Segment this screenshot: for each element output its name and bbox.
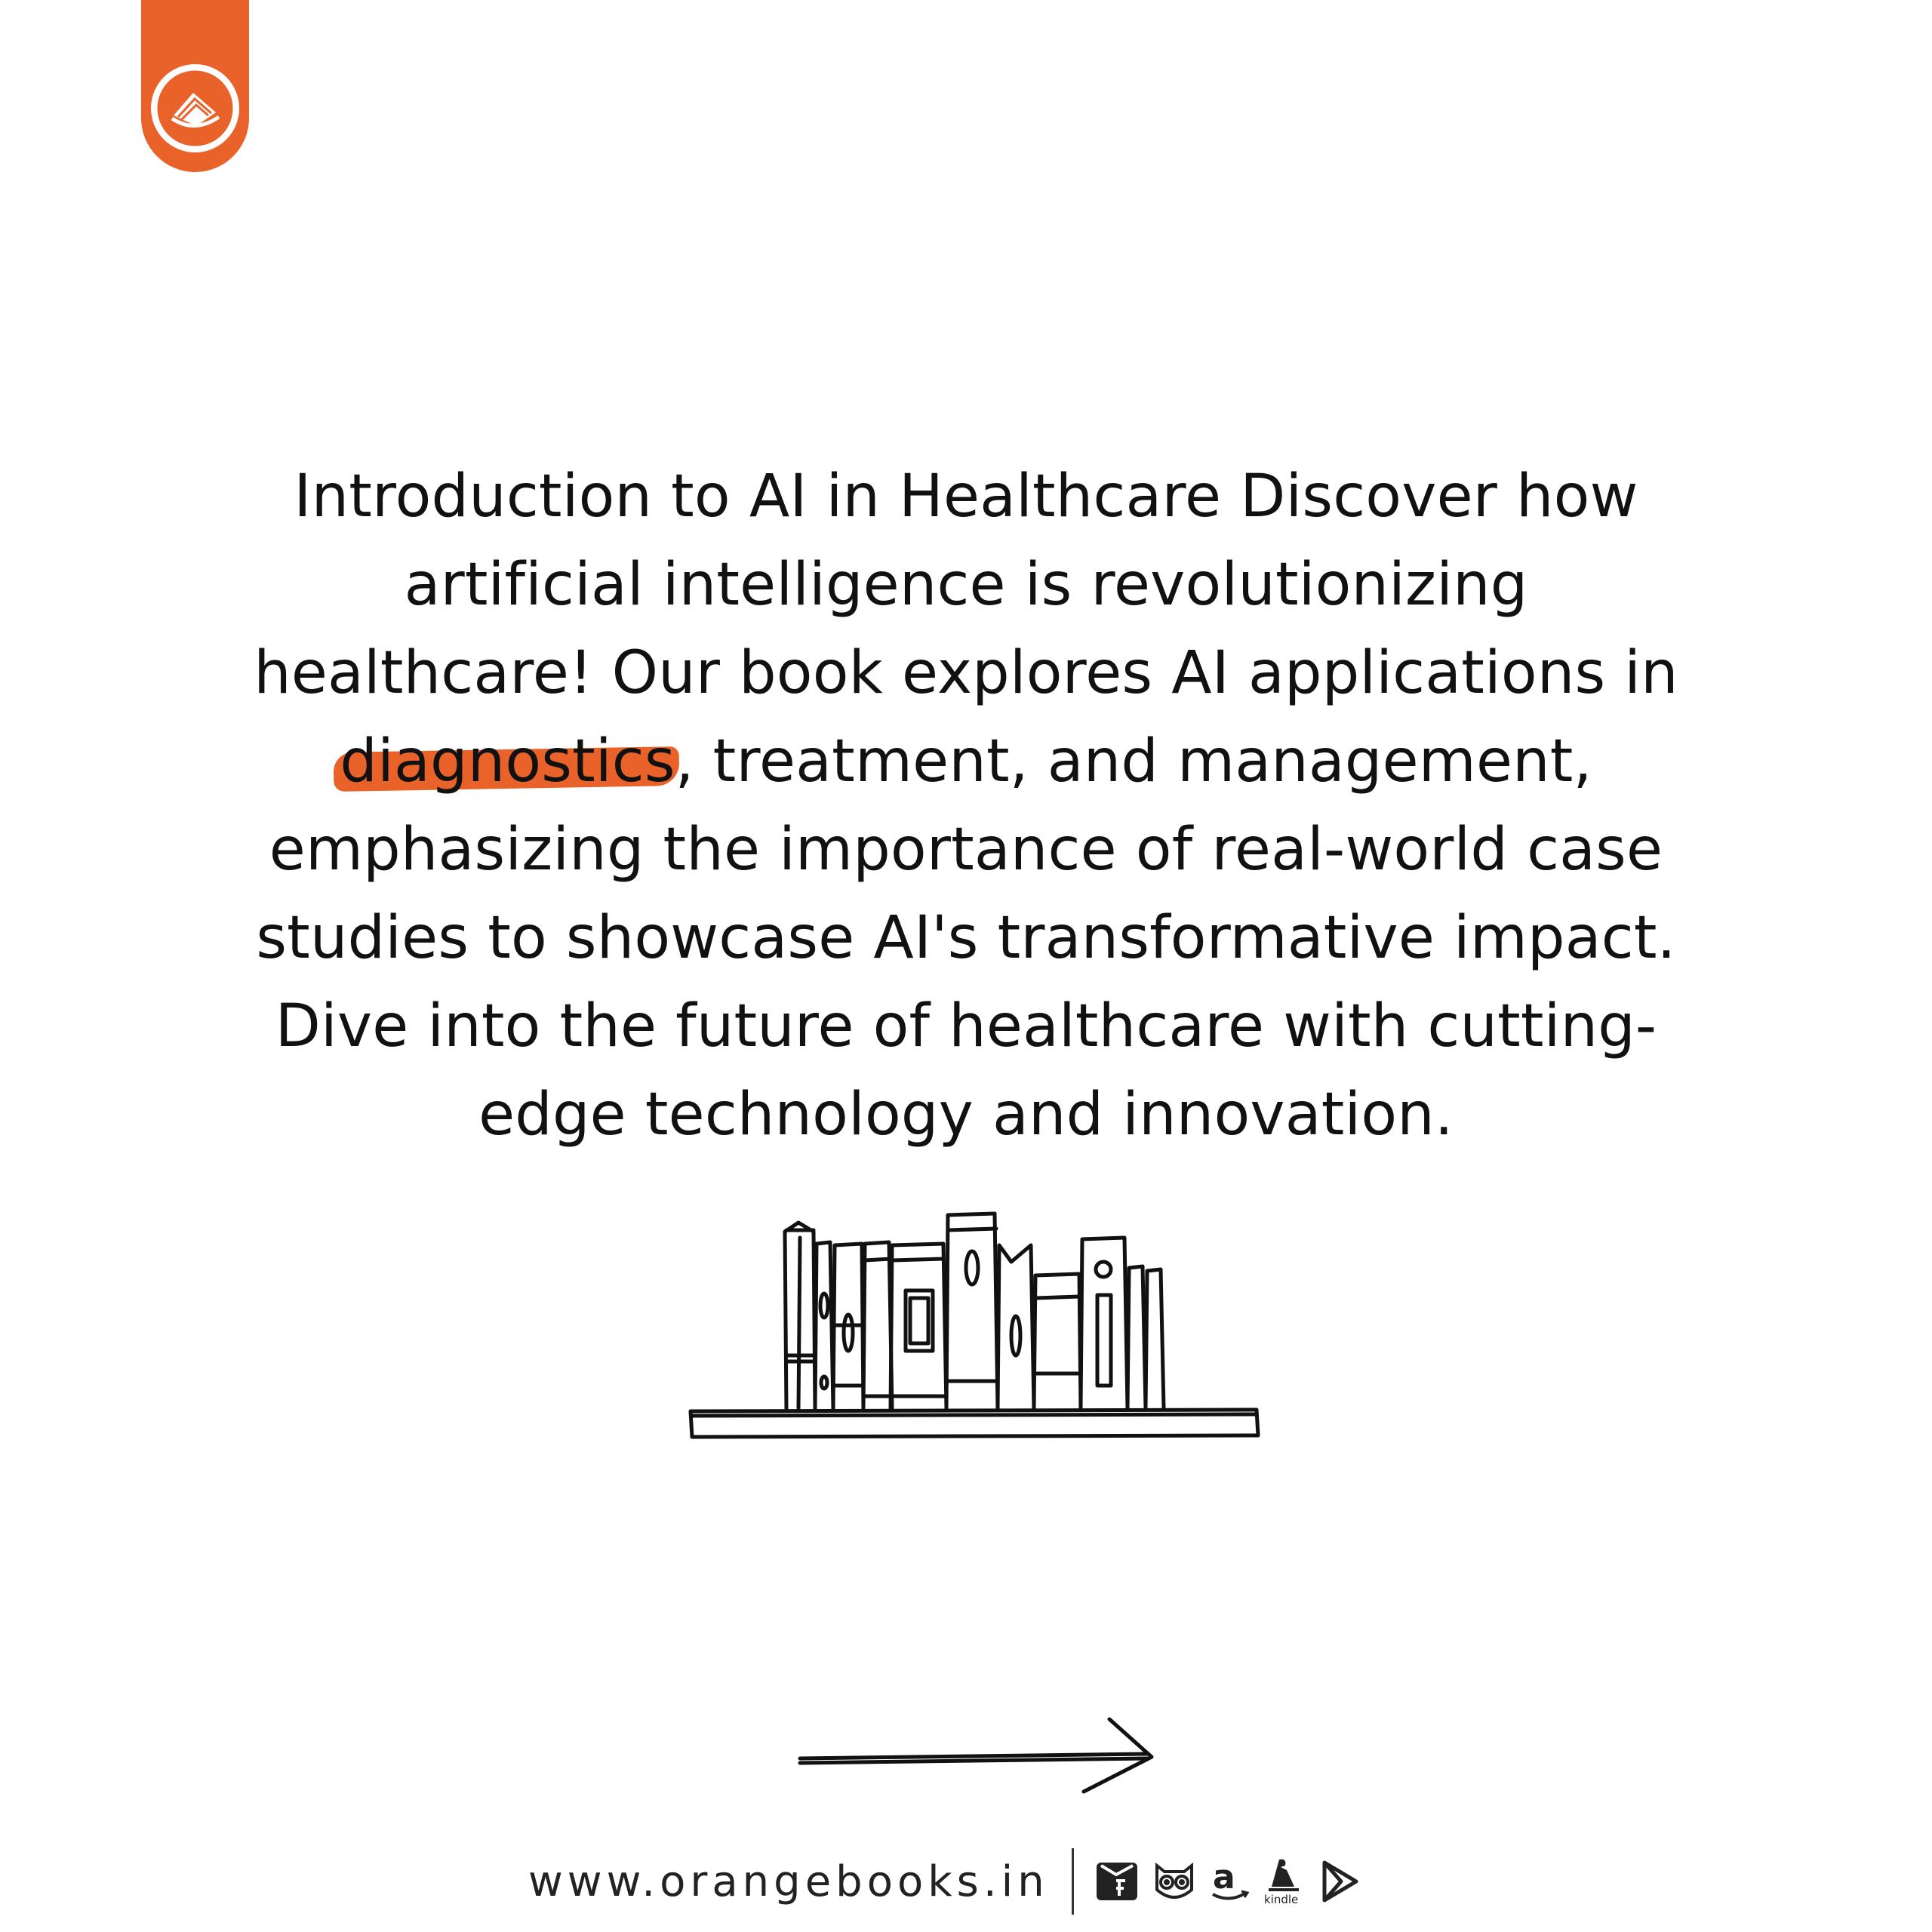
text-line-8: edge technology and innovation. xyxy=(478,1081,1454,1149)
next-arrow-icon[interactable] xyxy=(792,1713,1170,1796)
highlighted-word: diagnostics xyxy=(340,718,675,806)
store-icons xyxy=(1094,1855,1361,1908)
text-line-3: healthcare! Our book explores AI applications in xyxy=(254,639,1678,707)
text-line-7: Dive into the future of healthcare with cutting- xyxy=(275,992,1657,1060)
play-store-icon[interactable] xyxy=(1318,1858,1361,1905)
bookstore-icon[interactable] xyxy=(1094,1858,1140,1905)
footer-divider xyxy=(1072,1848,1074,1915)
text-line-4-rest: , treatment, and management, xyxy=(675,728,1592,795)
owl-icon[interactable] xyxy=(1151,1858,1198,1905)
text-line-4 xyxy=(181,718,1751,806)
bookshelf-illustration xyxy=(687,1208,1260,1457)
text-line-2: artificial intelligence is revolutionizing xyxy=(404,551,1528,619)
text-line-5: emphasizing the importance of real-world case xyxy=(269,816,1663,884)
svg-text:a: a xyxy=(1212,1858,1235,1897)
footer-bar xyxy=(528,1847,1361,1915)
body-paragraph xyxy=(181,453,1751,1159)
amazon-icon[interactable] xyxy=(1208,1858,1251,1905)
website-link[interactable]: www.orangebooks.in xyxy=(528,1857,1049,1906)
text-line-1: Introduction to AI in Healthcare Discover how xyxy=(294,463,1638,531)
text-line-6: studies to showcase AI's transformative impact. xyxy=(256,904,1676,972)
kindle-label: kindle xyxy=(1263,1893,1298,1906)
brand-logo-tab[interactable] xyxy=(141,0,249,172)
kindle-icon[interactable] xyxy=(1261,1855,1308,1908)
brand-logo-icon xyxy=(151,64,239,152)
